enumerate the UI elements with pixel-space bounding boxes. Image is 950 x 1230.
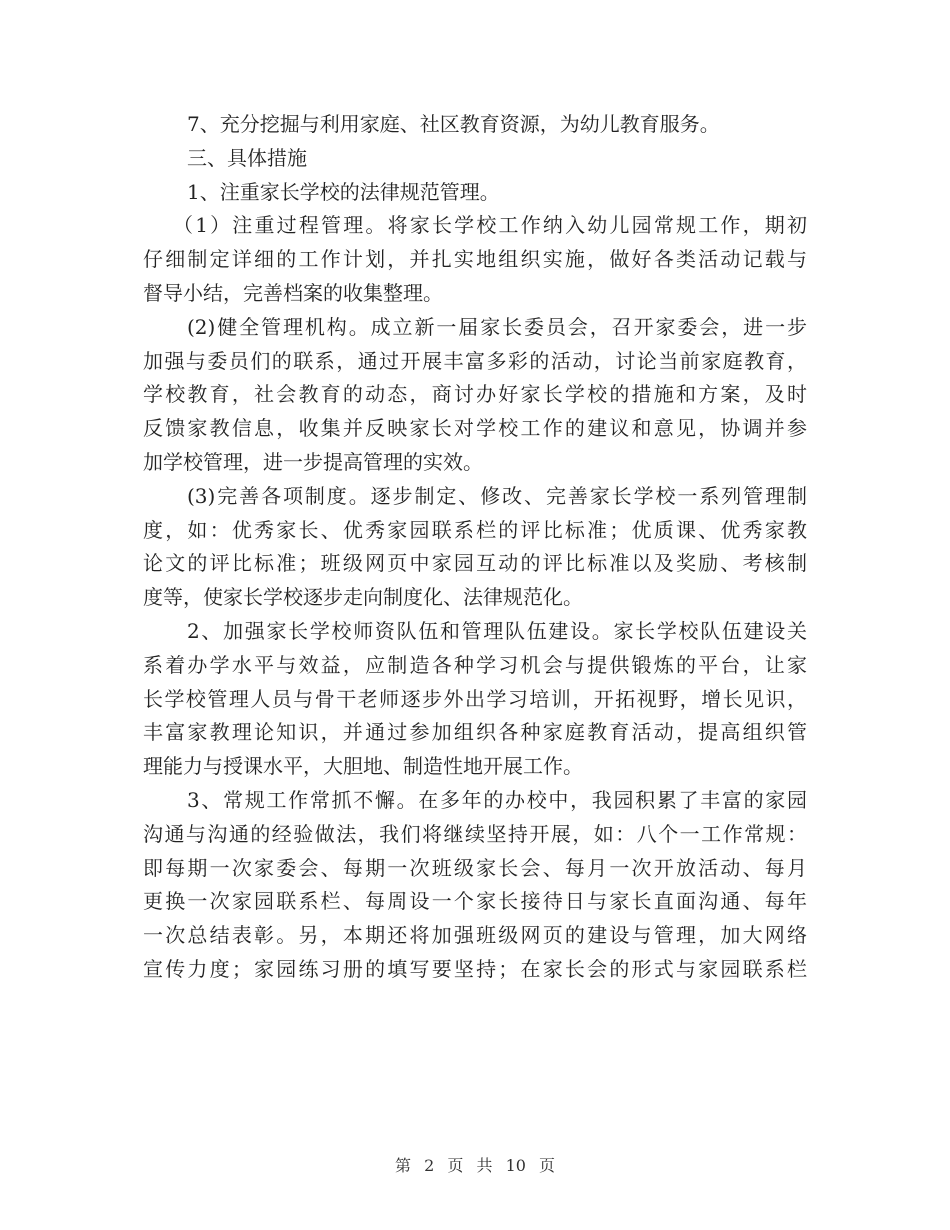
paragraph-line: 度，如：优秀家长、优秀家园联系栏的评比标准；优质课、优秀家教 [143,517,807,542]
paragraph-line: 7、充分挖掘与利用家庭、社区教育资源，为幼儿教育服务。 [187,112,720,136]
section-heading: 三、具体措施 [187,145,307,170]
paragraph-line: 3、常规工作常抓不懈。在多年的办校中，我园积累了丰富的家园 [187,787,807,812]
paragraph-line: （1）注重过程管理。将家长学校工作纳入幼儿园常规工作，期初 [173,213,807,238]
paragraph-line: 仔细制定详细的工作计划，并扎实地组织实施，做好各类活动记载与 [143,247,807,272]
paragraph-line: 更换一次家园联系栏、每周设一个家长接待日与家长直面沟通、每年 [143,889,807,914]
subheading-line: 1、注重家长学校的法律规范管理。 [187,179,500,204]
paragraph-line: 沟通与沟通的经验做法，我们将继续坚持开展，如：八个一工作常规： [143,821,807,846]
paragraph-line: 理能力与授课水平，大胆地、制造性地开展工作。 [143,754,583,779]
paragraph-line: 加强与委员们的联系，通过开展丰富多彩的活动，讨论当前家庭教育， [143,348,807,373]
paragraph-line: 反馈家教信息，收集并反映家长对学校工作的建议和意见，协调并参 [143,416,807,441]
footer-gong: 共 [476,1156,493,1175]
page-footer [0,1153,950,1176]
footer-page-number: 2 [424,1156,435,1175]
footer-ye: 页 [447,1156,464,1175]
footer-ye-2: 页 [539,1156,556,1175]
paragraph-line: 加学校管理，进一步提高管理的实效。 [143,449,483,474]
document-body [143,108,807,987]
paragraph-line: (3)完善各项制度。逐步制定、修改、完善家长学校一系列管理制 [187,483,807,508]
paragraph-line: 丰富家教理论知识，并通过参加组织各种家庭教育活动，提高组织管 [143,720,807,745]
paragraph-line: 度等，使家长学校逐步走向制度化、法律规范化。 [143,585,583,610]
paragraph-line: 即每期一次家委会、每期一次班级家长会、每月一次开放活动、每月 [143,855,807,880]
paragraph-line: 论文的评比标准；班级网页中家园互动的评比标准以及奖励、考核制 [143,551,807,576]
paragraph-line: 一次总结表彰。另，本期还将加强班级网页的建设与管理，加大网络 [143,923,807,948]
paragraph-line: 宣传力度；家园练习册的填写要坚持；在家长会的形式与家园联系栏 [143,956,807,981]
paragraph-line: 2、加强家长学校师资队伍和管理队伍建设。家长学校队伍建设关 [187,618,807,643]
paragraph-line: 长学校管理人员与骨干老师逐步外出学习培训，开拓视野，增长见识， [143,686,807,711]
footer-di: 第 [394,1156,411,1175]
paragraph-line: (2)健全管理机构。成立新一届家长委员会，召开家委会，进一步 [187,314,807,339]
footer-total-pages: 10 [505,1156,526,1175]
paragraph-line: 督导小结，完善档案的收集整理。 [143,280,443,305]
paragraph-line: 学校教育，社会教育的动态，商讨办好家长学校的措施和方案，及时 [143,382,807,407]
paragraph-line: 系着办学水平与效益，应制造各种学习机会与提供锻炼的平台，让家 [143,652,807,677]
